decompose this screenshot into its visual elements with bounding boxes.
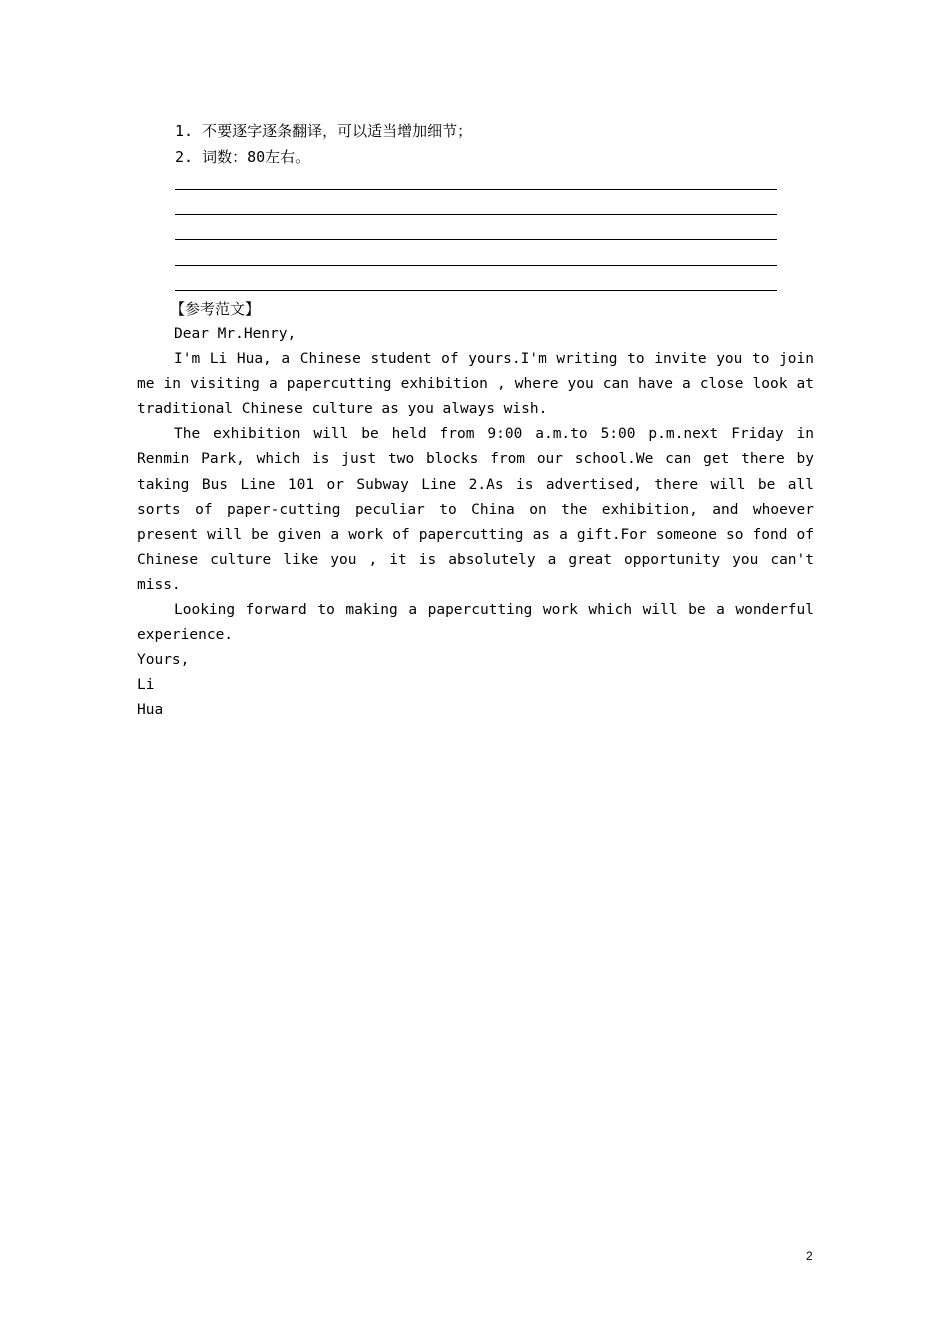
answer-line — [175, 290, 777, 291]
letter-paragraph-1: I'm Li Hua, a Chinese student of yours.I'm writing to invite you to join me in visiting a papercutting exhibition , where you can have a close look at traditional Chinese culture as you always wish. — [137, 351, 814, 418]
requirement-item-2: 2. 词数：80左右。 — [175, 148, 311, 166]
model-essay-heading: 【参考范文】 — [170, 300, 261, 318]
page-number: 2 — [806, 1249, 813, 1263]
letter-paragraph-2: The exhibition will be held from 9:00 a.m.to 5:00 p.m.next Friday in Renmin Park, which is just two blocks from our school.We can get there by taking Bus Line 101 or Subway Line 2.As is advertised, there will be all sorts of paper-cutting peculiar to China on the exhibition, and whoever present will be given a work of papercutting as a gift.For someone so fond of Chinese culture like you , it is absolutely a great opportunity you can't miss. — [137, 426, 814, 593]
letter-paragraph-3: Looking forward to making a papercutting work which will be a wonderful experience. — [137, 602, 814, 644]
answer-line — [175, 214, 777, 215]
answer-line — [175, 239, 777, 240]
requirement-item-1: 1. 不要逐字逐条翻译，可以适当增加细节； — [175, 122, 473, 140]
letter-closing: Yours, — [137, 652, 190, 669]
answer-line — [175, 189, 777, 190]
model-essay-letter — [137, 322, 814, 724]
letter-salutation: Dear Mr.Henry, — [174, 326, 297, 342]
letter-signature-line — [137, 673, 814, 723]
letter-signature: Li Hua — [137, 677, 164, 719]
answer-line — [175, 265, 777, 266]
letter-closing-line — [137, 648, 814, 673]
